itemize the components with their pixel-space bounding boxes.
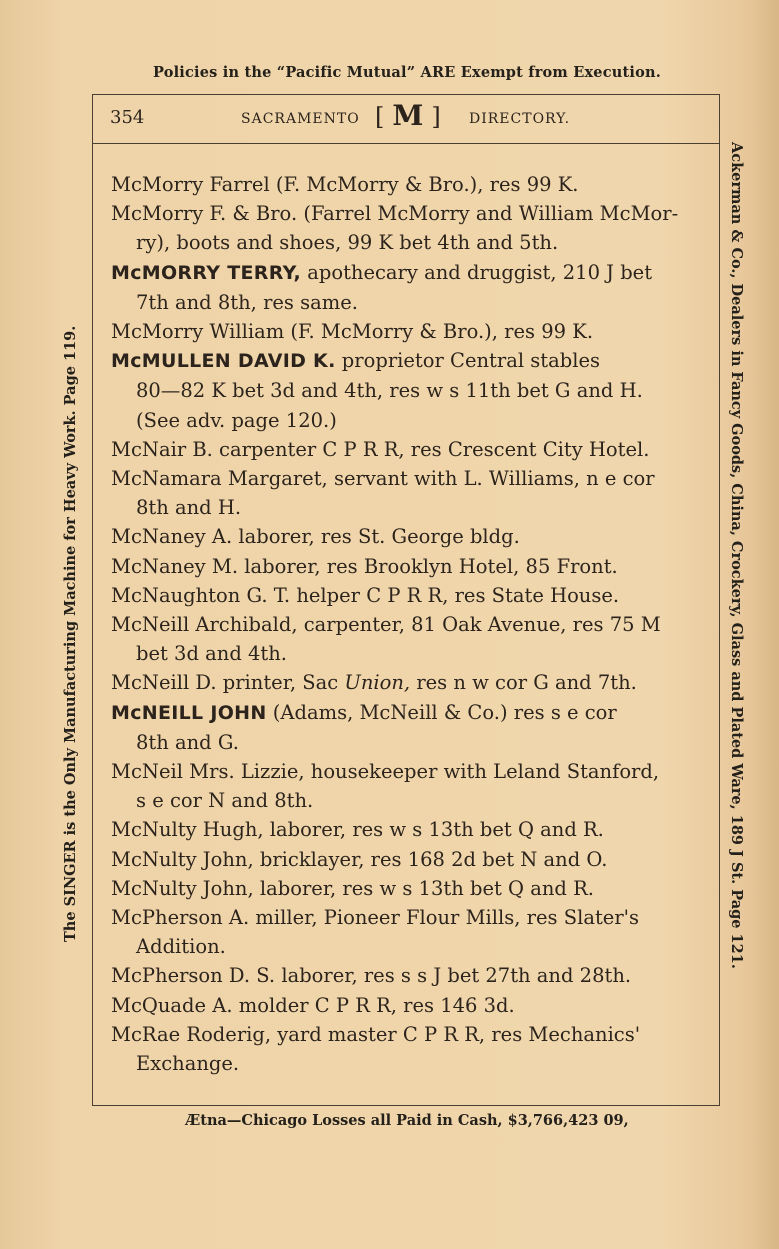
entry-line: [111, 346, 711, 376]
entry-continuation-line: bet 3d and 4th.: [136, 642, 288, 666]
section-letter: M: [392, 99, 424, 132]
entry-continuation-line: 7th and 8th, res same.: [136, 290, 358, 314]
header-city: SACRAMENTO: [241, 111, 360, 127]
header-directory-label: DIRECTORY.: [469, 111, 571, 127]
entry-line: McMorry Farrel (F. McMorry & Bro.), res 99 K.: [111, 173, 579, 196]
entry-text: apothecary and druggist, 210 J bet: [301, 260, 653, 284]
entry-continuation-line: s e cor N and 8th.: [136, 789, 314, 813]
entry-line: McNeill Archibald, carpenter, 81 Oak Avenue, res 75 M: [111, 613, 661, 637]
right-margin-advertisement: Ackerman & Co., Dealers in Fancy Goods, China, Crockery, Glass and Plated Ware, 189 J St. Page 121.: [728, 142, 745, 969]
directory-entry: [111, 199, 711, 257]
entry-line: McNaney A. laborer, res St. George bldg.: [111, 525, 520, 549]
directory-entry: [111, 698, 711, 757]
entry-bold-name: McMULLEN DAVID K.: [111, 350, 336, 373]
entry-line: McMorry F. & Bro. (Farrel McMorry and William McMor-: [111, 202, 679, 226]
entry-line: [111, 258, 711, 288]
directory-entry: [111, 258, 711, 317]
directory-entry: [111, 610, 711, 668]
directory-entry: [111, 815, 711, 844]
left-margin-advertisement: The SINGER is the Only Manufacturing Machine for Heavy Work. Page 119.: [62, 325, 79, 942]
directory-entry: [111, 991, 711, 1020]
entry-continuation-line: 8th and G.: [136, 730, 239, 754]
header-section-letter: [375, 99, 441, 132]
directory-entry: [111, 317, 711, 346]
entry-line: McNulty John, laborer, res w s 13th bet Q and R.: [111, 876, 594, 900]
entry-continuation-line: 8th and H.: [136, 496, 242, 520]
entry-text: (Adams, McNeill & Co.) res s e cor: [266, 700, 617, 724]
entry-text: proprietor Central stables: [335, 349, 601, 373]
entry-line: McNulty Hugh, laborer, res w s 13th bet Q and R.: [111, 818, 604, 842]
header-bracket-right: ]: [431, 103, 441, 131]
entry-line: McNair B. carpenter C P R R, res Crescent City Hotel.: [111, 437, 650, 461]
directory-entry: [111, 903, 711, 961]
entry-line: McPherson D. S. laborer, res s s J bet 27th and 28th.: [111, 964, 632, 988]
directory-entry: [111, 961, 711, 990]
entry-line: McNeil Mrs. Lizzie, housekeeper with Leland Stanford,: [111, 760, 660, 784]
entry-line: [111, 698, 711, 728]
entry-italic-text: Union,: [344, 671, 411, 695]
bottom-banner-advertisement: Ætna—Chicago Losses all Paid in Cash, $3,766,423 09,: [185, 1112, 629, 1129]
directory-entries: [111, 170, 711, 1078]
directory-entry: [111, 581, 711, 610]
entry-line: McMorry William (F. McMorry & Bro.), res 99 K.: [111, 320, 594, 344]
entry-line: McNaughton G. T. helper C P R R, res State House.: [111, 583, 620, 607]
entry-continuation-line: Addition.: [136, 935, 226, 959]
directory-entry: [111, 552, 711, 581]
page-number: 354: [110, 107, 145, 128]
entry-line: McNulty John, bricklayer, res 168 2d bet N and O.: [111, 847, 608, 871]
entry-text: res n w cor G and 7th.: [410, 671, 637, 695]
entry-bold-name: McMORRY TERRY,: [111, 261, 302, 284]
entry-continuation-line: Exchange.: [136, 1052, 240, 1076]
directory-entry: [111, 1020, 711, 1078]
top-banner-advertisement: Policies in the “Pacific Mutual” ARE Exempt from Execution.: [153, 64, 661, 81]
entry-line: McRae Roderig, yard master C P R R, res Mechanics': [111, 1022, 641, 1046]
entry-continuation-line: 80—82 K bet 3d and 4th, res w s 11th bet G and H.: [136, 379, 643, 403]
entry-continuation-line: ry), boots and shoes, 99 K bet 4th and 5th.: [136, 231, 559, 255]
header-bracket-left: [: [375, 103, 385, 131]
directory-entry: [111, 757, 711, 815]
entry-continuation-line: (See adv. page 120.): [136, 408, 337, 432]
entry-line: McNaney M. laborer, res Brooklyn Hotel, 85 Front.: [111, 554, 618, 578]
entry-text: McNeill D. printer, Sac: [111, 671, 345, 695]
directory-entry: [111, 522, 711, 551]
directory-entry: [111, 346, 711, 435]
entry-bold-name: McNEILL JOHN: [111, 701, 267, 724]
entry-line: McNamara Margaret, servant with L. Williams, n e cor: [111, 467, 655, 491]
directory-entry: [111, 668, 711, 697]
directory-entry: [111, 435, 711, 464]
running-header: [93, 95, 719, 144]
directory-entry: [111, 464, 711, 522]
directory-entry: [111, 845, 711, 874]
directory-entry: [111, 170, 711, 199]
entry-line: McQuade A. molder C P R R, res 146 3d.: [111, 993, 515, 1017]
entry-line: [111, 668, 711, 697]
entry-line: McPherson A. miller, Pioneer Flour Mills, res Slater's: [111, 906, 640, 930]
directory-page-frame: [92, 94, 720, 1106]
directory-entry: [111, 874, 711, 903]
